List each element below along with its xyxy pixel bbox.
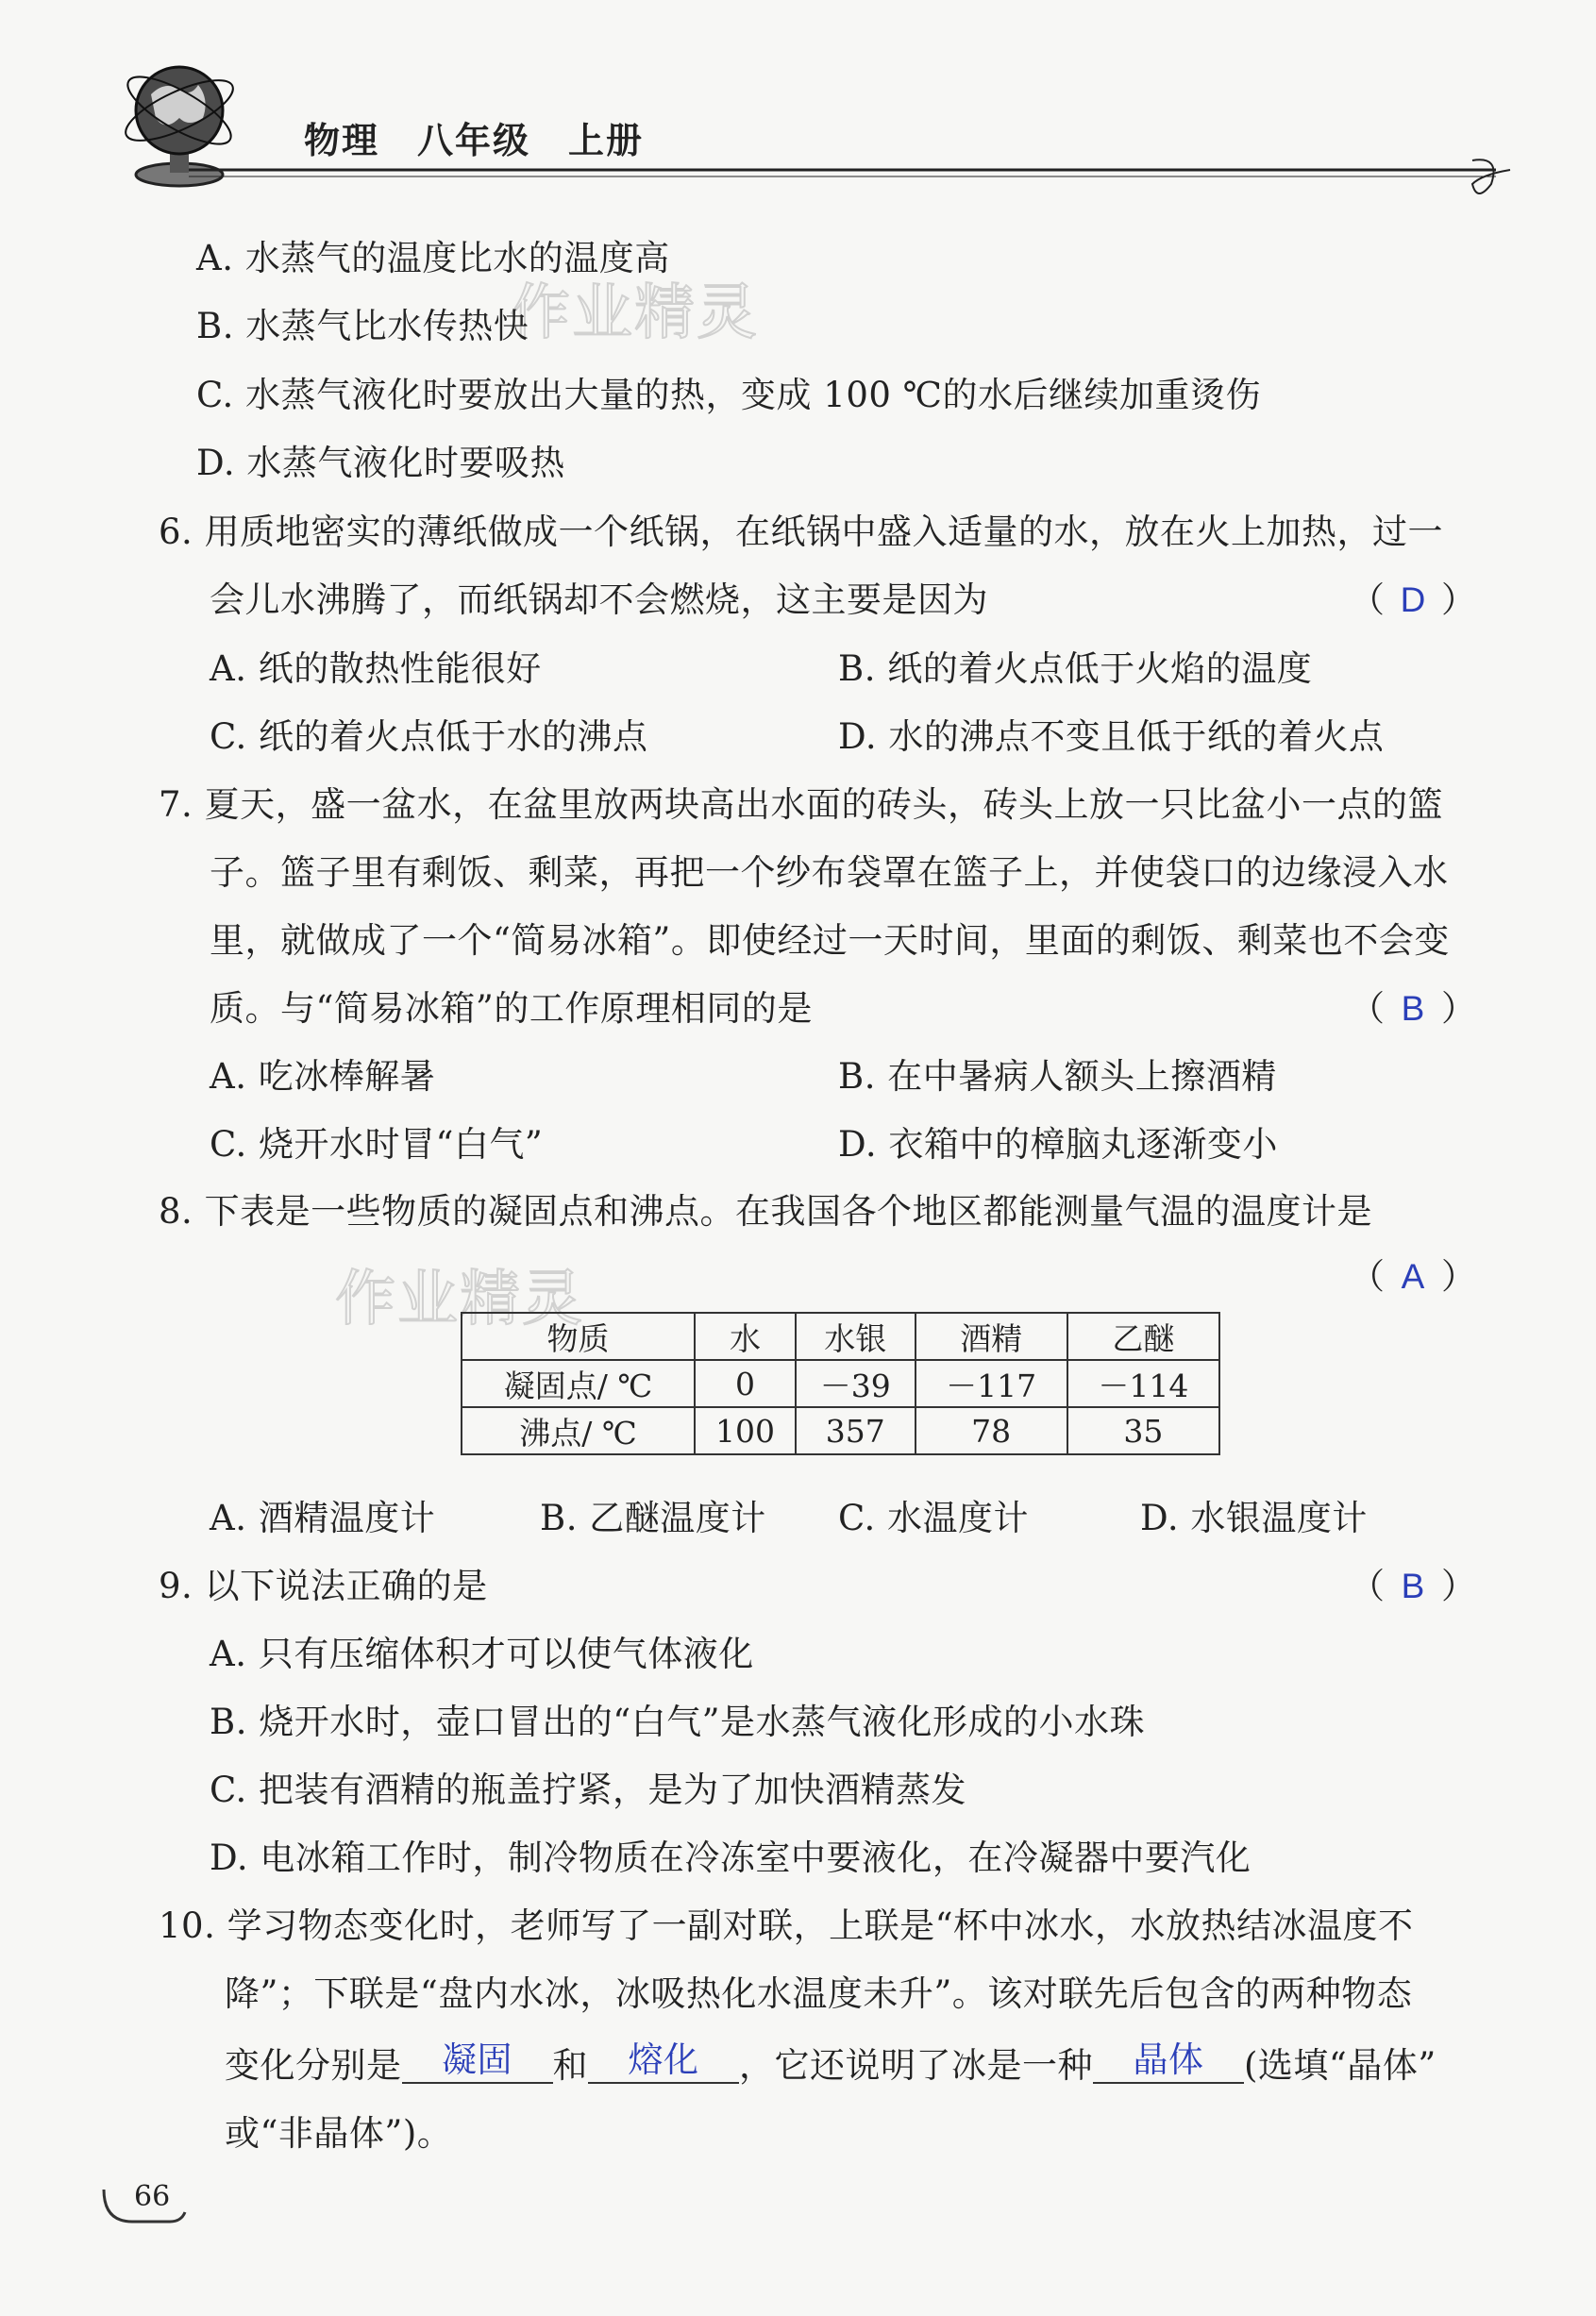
- q8-option-b: B. 乙醚温度计: [540, 1498, 766, 1538]
- q6-option-b: B. 纸的着火点低于火焰的温度: [838, 648, 1313, 689]
- table-cell: －117: [916, 1360, 1067, 1407]
- q7-answer: （ B ）: [1350, 988, 1476, 1029]
- q7-option-a: A. 吃冰棒解暑: [210, 1056, 436, 1097]
- table-cell: 凝固点/ ℃: [462, 1360, 695, 1407]
- q8-stem: 8. 下表是一些物质的凝固点和沸点。在我国各个地区都能测量气温的温度计是: [159, 1191, 1373, 1232]
- table-cell: 酒精: [916, 1313, 1067, 1360]
- table-cell: 水: [695, 1313, 796, 1360]
- page-number: 66: [94, 2180, 189, 2227]
- q8-option-c: C. 水温度计: [838, 1498, 1030, 1538]
- q10-stem-line2: 降”；下联是“盘内水冰，冰吸热化水温度未升”。该对联先后包含的两种物态: [225, 1973, 1413, 2014]
- q5-option-c: C. 水蒸气液化时要放出大量的热，变成 100 ℃的水后继续加重烫伤: [196, 375, 1262, 415]
- q9-option-a: A. 只有压缩体积才可以使气体液化: [210, 1634, 754, 1674]
- q6-option-c: C. 纸的着火点低于水的沸点: [210, 716, 648, 757]
- q6-stem-line2: 会儿水沸腾了，而纸锅却不会燃烧，这主要是因为: [210, 579, 988, 620]
- q6-answer: （ D ）: [1350, 579, 1476, 620]
- fill-blank-2: 熔化: [588, 2039, 739, 2084]
- q7-option-d: D. 衣箱中的樟脑丸逐渐变小: [838, 1124, 1278, 1165]
- fill-blank-3: 晶体: [1093, 2039, 1244, 2084]
- table-cell: 78: [916, 1407, 1067, 1454]
- q9-option-d: D. 电冰箱工作时，制冷物质在冷冻室中要液化，在冷凝器中要汽化: [210, 1838, 1252, 1878]
- table-cell: 35: [1067, 1407, 1219, 1454]
- q9-answer: （ B ）: [1350, 1566, 1476, 1606]
- q6-option-d: D. 水的沸点不变且低于纸的着火点: [838, 716, 1385, 757]
- watermark: 作业精灵: [510, 278, 759, 346]
- q5-option-d: D. 水蒸气液化时要吸热: [196, 443, 565, 483]
- q10-stem-line1: 10. 学习物态变化时，老师写了一副对联，上联是“杯中冰水，水放热结冰温度不: [159, 1905, 1414, 1946]
- q6-stem-line1: 6. 用质地密实的薄纸做成一个纸锅，在纸锅中盛入适量的水，放在火上加热，过一: [159, 512, 1444, 552]
- table-row: [462, 1407, 1219, 1454]
- q6-option-a: A. 纸的散热性能很好: [210, 648, 542, 689]
- header-rule: [0, 156, 1596, 212]
- table-cell: 100: [695, 1407, 796, 1454]
- q9-stem: 9. 以下说法正确的是: [159, 1566, 488, 1606]
- table-row: [462, 1360, 1219, 1407]
- q8-option-a: A. 酒精温度计: [210, 1498, 436, 1538]
- watermark: 作业精灵: [335, 1265, 584, 1333]
- q7-stem-line4: 质。与“简易冰箱”的工作原理相同的是: [210, 988, 813, 1029]
- table-cell: 乙醚: [1067, 1313, 1219, 1360]
- properties-table: [461, 1312, 1220, 1455]
- q7-option-b: B. 在中暑病人额头上擦酒精: [838, 1056, 1277, 1097]
- q7-option-c: C. 烧开水时冒“白气”: [210, 1124, 544, 1165]
- table-cell: 物质: [462, 1313, 695, 1360]
- header-title: 物理 八年级 上册: [304, 119, 645, 161]
- q9-option-c: C. 把装有酒精的瓶盖拧紧，是为了加快酒精蒸发: [210, 1770, 967, 1810]
- table-cell: 沸点/ ℃: [462, 1407, 695, 1454]
- q9-answer-letter: B: [1401, 1567, 1425, 1605]
- q6-answer-letter: D: [1400, 580, 1426, 619]
- q7-stem-line1: 7. 夏天，盛一盆水，在盆里放两块高出水面的砖头，砖头上放一只比盆小一点的篮: [159, 784, 1444, 825]
- q8-answer-letter: A: [1401, 1257, 1425, 1296]
- table-cell: 0: [695, 1360, 796, 1407]
- fill-blank-1: 凝固: [402, 2039, 553, 2084]
- table-cell: －114: [1067, 1360, 1219, 1407]
- table-row: [462, 1313, 1219, 1360]
- q10-stem-line4: 或“非晶体”)。: [225, 2113, 453, 2154]
- table-cell: 水银: [796, 1313, 916, 1360]
- q8-option-d: D. 水银温度计: [1140, 1498, 1368, 1538]
- table-cell: 357: [796, 1407, 916, 1454]
- q7-stem-line3: 里，就做成了一个“简易冰箱”。即使经过一天时间，里面的剩饭、剩菜也不会变: [210, 920, 1450, 961]
- q8-answer: （ A ）: [1350, 1256, 1476, 1297]
- q10-stem-line3: 变化分别是 凝固 和 熔化 ，它还说明了冰是一种 晶体 (选填“晶体”: [225, 2040, 1436, 2086]
- q5-option-a: A. 水蒸气的温度比水的温度高: [196, 238, 670, 278]
- q7-answer-letter: B: [1401, 989, 1425, 1028]
- q7-stem-line2: 子。篮子里有剩饭、剩菜，再把一个纱布袋罩在篮子上，并使袋口的边缘浸入水: [210, 852, 1449, 893]
- table-cell: －39: [796, 1360, 916, 1407]
- q9-option-b: B. 烧开水时，壶口冒出的“白气”是水蒸气液化形成的小水珠: [210, 1702, 1146, 1742]
- q5-option-b: B. 水蒸气比水传热快: [196, 306, 529, 346]
